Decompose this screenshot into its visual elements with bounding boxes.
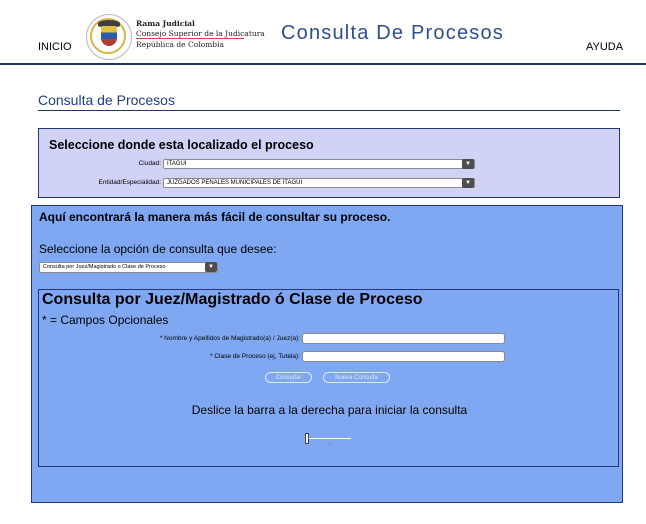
logo-text [136,19,265,50]
slide-instruction: Deslice la barra a la derecha para iniciar la consulta [191,403,468,417]
slider-track[interactable] [309,438,351,439]
app-title: Consulta De Procesos [281,22,504,44]
ciudad-value: ITAGUI [167,161,187,167]
consulta-type-value: Consulta por Juez/Magistrado o Clase de Proceso [43,264,166,270]
optional-note: * = Campos Opcionales [42,313,169,327]
slider-marker [329,443,330,444]
form-title: Consulta por Juez/Magistrado ó Clase de Proceso [42,291,423,308]
nav-ayuda-link[interactable]: AYUDA [586,41,624,53]
header-divider [0,63,646,65]
clase-input[interactable] [302,351,505,362]
location-heading: Seleccione donde esta localizado el proceso [49,138,314,152]
ciudad-select[interactable] [163,159,475,169]
intro-heading: Aquí encontrará la manera más fácil de consultar su proceso. [39,210,391,224]
juez-label: * Nombre y Apellidos de Magistrado(a) / Juez(a): [159,335,300,342]
logo-divider [136,38,244,39]
entidad-select[interactable] [163,178,475,188]
logo-line-2: Consejo Superior de la Judicatura [136,28,265,38]
entidad-value: JUZGADOS PENALES MUNICIPALES DE ITAGUI [167,180,303,186]
logo-line-1: Rama Judicial [136,19,195,28]
chevron-down-icon: ▼ [462,159,474,169]
nav-inicio-link[interactable]: INICIO [38,41,72,53]
entidad-label: Entidad/Especialidad: [98,179,161,186]
juez-input[interactable] [302,333,505,344]
chevron-down-icon: ▼ [462,178,474,188]
consultar-button[interactable]: Consultar [265,372,312,383]
option-label: Seleccione la opción de consulta que desee: [39,242,277,256]
clase-label: * Clase de Proceso (ej, Tutela): [210,353,300,360]
nueva-consulta-button[interactable]: Nueva Consulta [323,372,390,383]
page-title-divider [38,110,620,111]
form-panel [38,289,619,467]
location-panel [38,128,620,198]
ciudad-label: Ciudad: [138,160,161,167]
chevron-down-icon: ▼ [205,262,217,272]
page-title: Consulta de Procesos [38,92,175,108]
consulta-type-select[interactable] [39,262,218,273]
slider-handle[interactable] [305,433,309,444]
logo-line-3: República de Colombia [136,40,224,49]
coat-of-arms-icon [86,14,132,60]
consulta-panel [31,205,623,503]
